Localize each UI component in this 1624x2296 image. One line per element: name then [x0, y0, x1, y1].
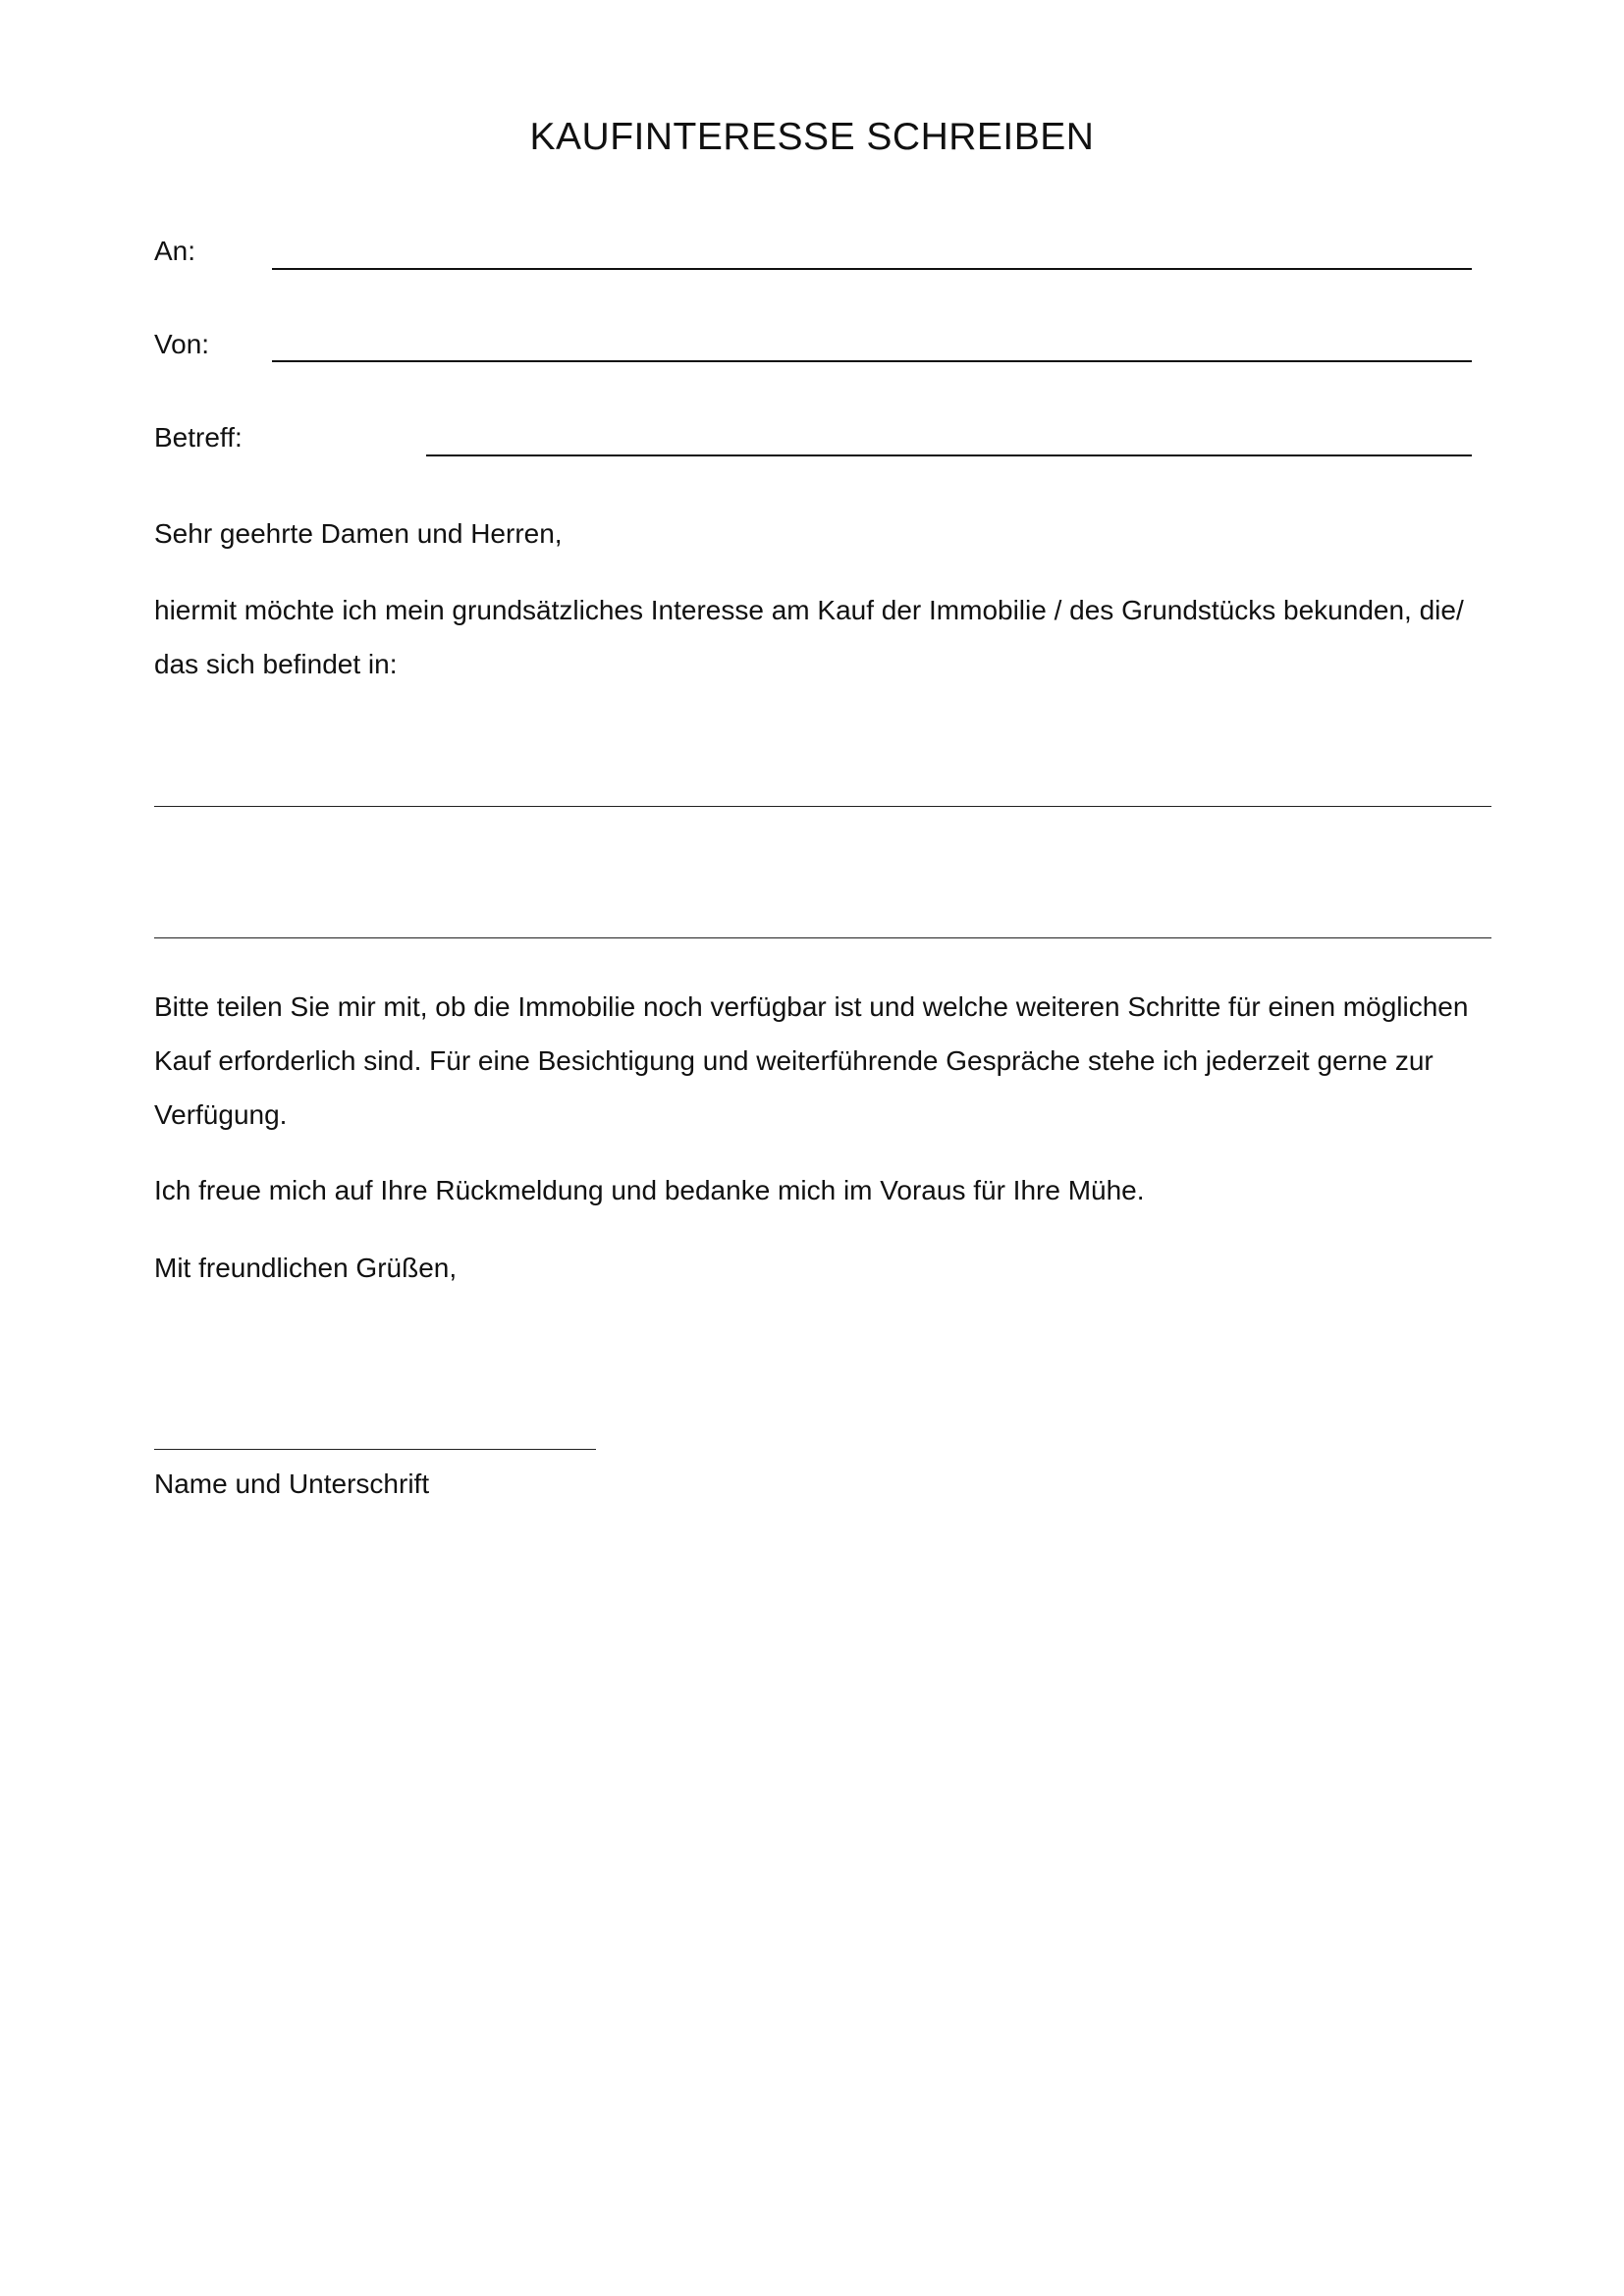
document-title: KAUFINTERESSE SCHREIBEN — [529, 116, 1095, 158]
request-paragraph: Bitte teilen Sie mir mit, ob die Immobilie noch verfügbar ist und welche weiteren Schritte für einen möglichen Kauf erforderlich sind. Für eine Besichtigung und weiterführende Gespräche stehe ich jederzeit gerne zur Verfügung. — [154, 991, 1469, 1130]
to-field-line[interactable] — [272, 268, 1472, 270]
subject-field-line[interactable] — [426, 454, 1472, 456]
subject-label: Betreff: — [154, 422, 243, 453]
thanks-paragraph: Ich freue mich auf Ihre Rückmeldung und bedanke mich im Voraus für Ihre Mühe. — [154, 1175, 1145, 1205]
location-line-1[interactable] — [154, 806, 1491, 807]
salutation: Sehr geehrte Damen und Herren, — [154, 518, 563, 549]
from-field-line[interactable] — [272, 360, 1472, 362]
from-label: Von: — [154, 329, 210, 359]
to-label: An: — [154, 236, 196, 266]
signature-line[interactable] — [154, 1449, 596, 1450]
signature-caption: Name und Unterschrift — [154, 1468, 430, 1499]
closing: Mit freundlichen Grüßen, — [154, 1253, 458, 1283]
location-line-2[interactable] — [154, 937, 1491, 938]
intro-paragraph: hiermit möchte ich mein grundsätzliches Interesse am Kauf der Immobilie / des Grundstücks bekunden, die/ das sich befindet in: — [154, 595, 1464, 679]
